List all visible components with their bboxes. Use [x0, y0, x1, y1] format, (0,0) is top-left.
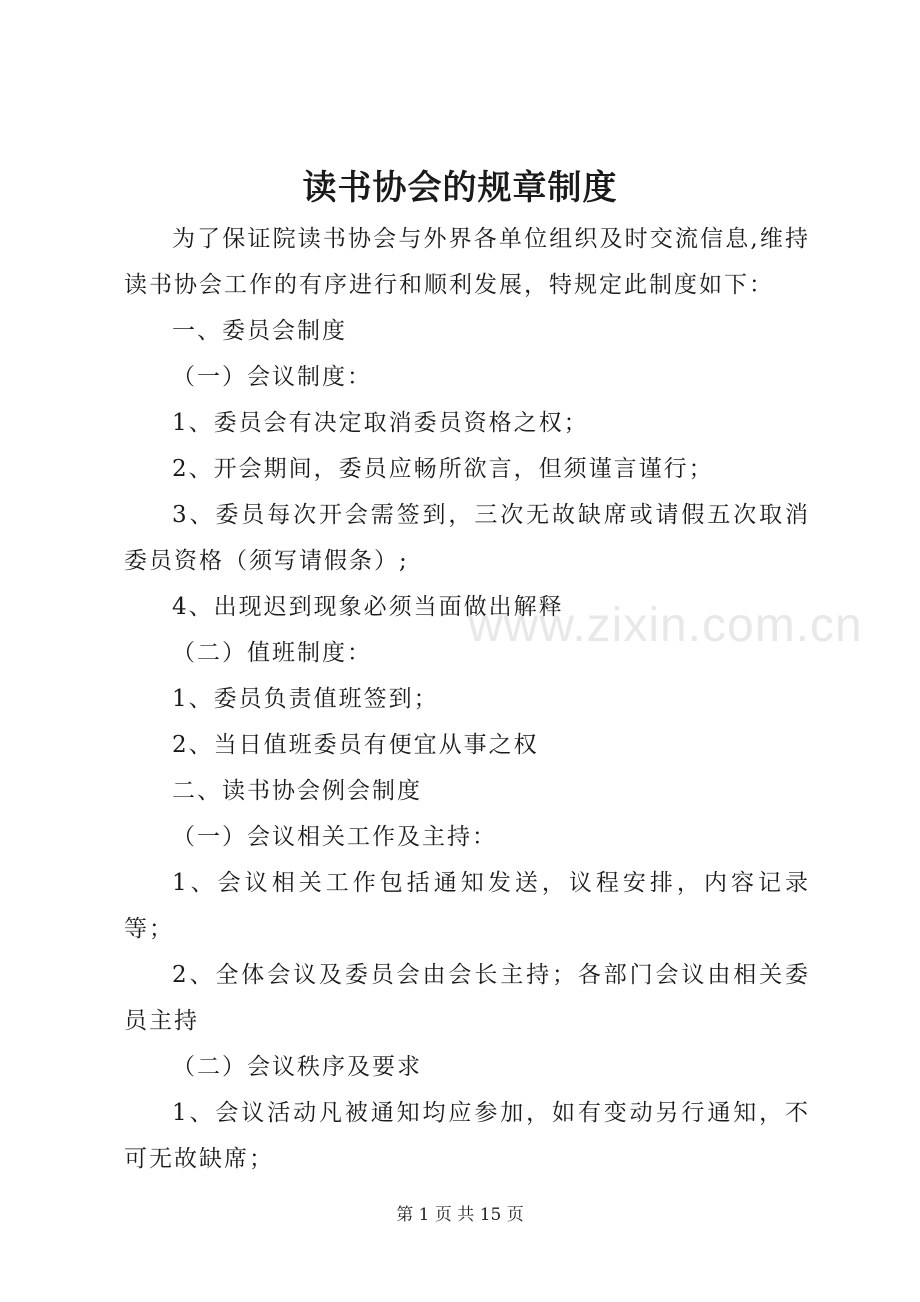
page-footer: 第 1 页 共 15 页	[396, 1205, 524, 1225]
section-heading-committee: 一、委员会制度	[172, 318, 347, 344]
rule-item: 1、委员会有决定取消委员资格之权；	[172, 410, 589, 436]
subsection-duty-rules: （二）值班制度：	[172, 640, 372, 666]
subsection-meeting-rules: （一）会议制度：	[172, 364, 372, 390]
document-body	[124, 216, 810, 1182]
rule-item: 3、委员每次开会需签到，三次无故缺席或请假五次取消委员资格（须写请假条）;	[124, 502, 810, 574]
document-title: 读书协会的规章制度	[302, 168, 618, 208]
subsection-meeting-work: （一）会议相关工作及主持：	[172, 824, 497, 850]
rule-item: 1、会议活动凡被通知均应参加，如有变动另行通知，不可无故缺席；	[124, 1100, 810, 1172]
watermark-text: www.zixin.com.cn	[468, 599, 863, 652]
section-heading-regular-meeting: 二、读书协会例会制度	[172, 778, 422, 804]
paragraph-intro: 为了保证院读书协会与外界各单位组织及时交流信息,维持读书协会工作的有序进行和顺利发展，特规定此制度如下：	[124, 226, 810, 298]
rule-item: 1、委员负责值班签到；	[172, 686, 439, 712]
subsection-meeting-order: （二）会议秩序及要求	[172, 1054, 422, 1080]
rule-item: 2、全体会议及委员会由会长主持；各部门会议由相关委员主持	[124, 962, 810, 1034]
rule-item: 2、当日值班委员有便宜从事之权	[172, 732, 539, 758]
rule-item: 4、出现迟到现象必须当面做出解释	[172, 594, 564, 620]
rule-item: 1、会议相关工作包括通知发送，议程安排，内容记录等；	[124, 870, 810, 942]
rule-item: 2、开会期间，委员应畅所欲言，但须谨言谨行；	[172, 456, 714, 482]
